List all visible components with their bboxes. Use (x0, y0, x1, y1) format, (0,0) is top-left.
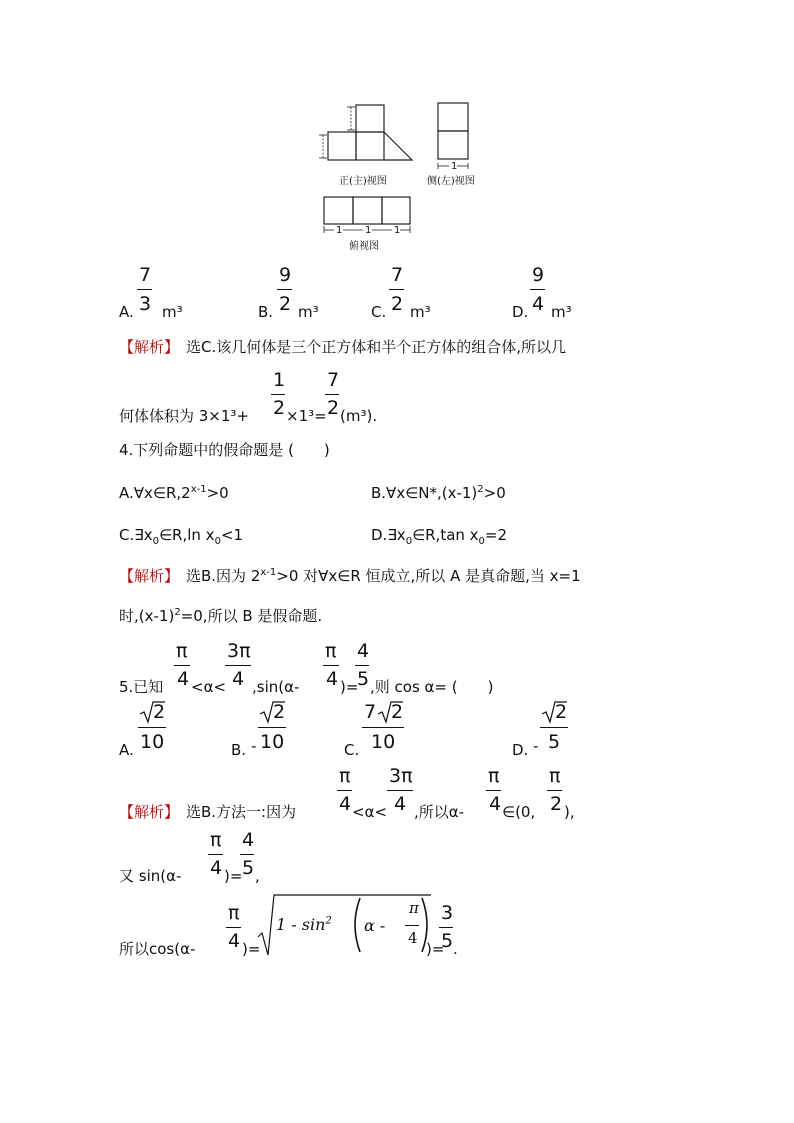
q3-result-den: 2 (327, 397, 340, 419)
q5-stem-prefix: 5.已知 (119, 678, 164, 696)
q5-b-sqrt-arg: 2 (273, 701, 286, 723)
q4-analysis-line1: 选B.因为 $2^{x-1}>0$ 对∀x∈R 恒成立,所以 A 是真命题,当 x=1 (186, 567, 581, 585)
q4-analysis-line2: 时$,(x-1)^2=0$,所以 B 是假命题. (119, 607, 323, 625)
q4-option-c: $C.\exists x_0\in R,\ln$ $x_0<1$ (119, 526, 244, 547)
q3-half-den: 2 (273, 397, 286, 419)
rad-eq: )= (426, 940, 445, 958)
front-view-label: 正(主)视图 (339, 176, 387, 187)
q3-result-num: 7 (327, 369, 340, 391)
q5-an-four-6: 4 (228, 930, 241, 952)
q5-option-d-sign: - (533, 737, 539, 755)
q5-d-den: 5 (548, 731, 561, 753)
q4-option-b: $B.\forall x\in N*,(x-1)^2>0$ (371, 484, 506, 502)
q3-analysis-line2-prefix: 何体体积为 3×1³+ (119, 407, 250, 425)
q5-four-2: 4 (232, 668, 245, 690)
q5-option-c-letter: C. (344, 741, 360, 759)
q5-option-b-letter: B. (231, 741, 247, 759)
q5-an-five-2: 5 (441, 930, 454, 952)
q5-an-five-1: 5 (242, 857, 255, 879)
q5-analysis-l1b: <α< (352, 803, 388, 821)
q5-pi-1: π (176, 640, 188, 662)
q5-lt: <α< (191, 678, 227, 696)
q4-option-a: $A.\forall x\in R,2^{x-1}>0$ (119, 484, 229, 502)
q5-c-sqrt-arg: 2 (391, 701, 404, 723)
q4-option-d: $D.\exists x_0\in R,\tan$ $x_0=2$ (371, 526, 508, 547)
q5-five-1: 5 (357, 668, 370, 690)
q5-analysis-end: . (453, 940, 458, 958)
option-b-letter: B. (258, 303, 274, 321)
option-c-num: 7 (391, 264, 404, 286)
option-a-letter: A. (119, 303, 134, 321)
q5-an-pi-2: π (488, 765, 500, 787)
q5-a-sqrt-arg: 2 (153, 701, 166, 723)
q5-option-a-letter: A. (119, 741, 134, 759)
option-c-den: 2 (391, 293, 404, 315)
q5-an-pi-5: π (228, 902, 240, 924)
q5-b-den: 10 (260, 731, 285, 753)
q5-analysis-l1a: 选B.方法一:因为 (186, 803, 297, 821)
q3-half-num: 1 (273, 369, 286, 391)
q5-analysis-l2a: 又 sin(α- (119, 867, 182, 885)
option-d-unit: m³ (551, 303, 572, 321)
q5-an-3pi: 3π (389, 765, 413, 787)
q5-an-three: 3 (441, 902, 454, 924)
q5-analysis-l1e: ), (564, 803, 575, 821)
option-d-num: 9 (532, 264, 545, 286)
q5-pi-2: π (325, 640, 337, 662)
side-view-dim: 1 (451, 161, 458, 172)
q4-analysis-tag: 【解析】 (119, 567, 180, 585)
q5-an-pi-3: π (549, 765, 561, 787)
q5-analysis-l2b: )= (224, 867, 243, 885)
q5-an-four-3: 4 (489, 793, 502, 815)
option-b-num: 9 (279, 264, 292, 286)
q5-option-d-letter: D. (512, 741, 529, 759)
q5-analysis-tag: 【解析】 (119, 803, 180, 821)
q5-analysis-l1d: ∈(0, (502, 803, 536, 821)
option-c-letter: C. (371, 303, 387, 321)
q5-analysis-l3a: 所以cos(α- (119, 940, 196, 958)
option-a-unit: m³ (162, 303, 183, 321)
option-d-letter: D. (512, 303, 529, 321)
option-b-den: 2 (279, 293, 292, 315)
option-b-unit: m³ (298, 303, 319, 321)
q3-analysis-line1: 选C.该几何体是三个正方体和半个正方体的组合体,所以几 (186, 338, 567, 356)
q3-analysis-line2-suffix: (m³). (340, 407, 378, 425)
q5-an-pi-1: π (339, 765, 351, 787)
q5-d-sqrt-arg: 2 (555, 701, 568, 723)
q3-analysis-tag: 【解析】 (119, 338, 180, 356)
q5-option-b-sign: - (251, 737, 257, 755)
q5-sin-part: ,sin(α- (252, 678, 300, 696)
top-view-dim-1: 1 (336, 225, 343, 236)
q4-stem: 4.下列命题中的假命题是 ( ) (119, 441, 330, 459)
q5-an-four-5: 4 (242, 829, 255, 851)
q5-an-two: 2 (550, 793, 563, 815)
q5-3pi-1: 3π (227, 640, 251, 662)
option-a-den: 3 (139, 293, 152, 315)
top-view-label: 俯视图 (349, 241, 379, 252)
top-view-dim-3: 1 (394, 225, 401, 236)
q5-analysis-l3b: )= (242, 940, 261, 958)
rad-four: 4 (408, 929, 418, 947)
left-paren-icon (349, 896, 363, 954)
radicand-text: $1 - \sin^2$ (276, 915, 332, 934)
rad-pi: π (409, 899, 419, 917)
q3-analysis-line2-mid: ×1³= (286, 407, 327, 425)
q5-analysis-l2c: , (255, 867, 260, 885)
option-d-den: 4 (532, 293, 545, 315)
top-view-dim-2: 1 (365, 225, 372, 236)
q5-then: ,则 cos α= ( ) (370, 678, 494, 696)
q5-analysis-l1c: ,所以α- (414, 803, 465, 821)
q5-eq: )= (340, 678, 359, 696)
q5-an-pi-4: π (210, 829, 222, 851)
option-c-unit: m³ (410, 303, 431, 321)
q5-four-4: 4 (357, 640, 370, 662)
q5-a-den: 10 (140, 731, 165, 753)
side-view-label: 侧(左)视图 (427, 176, 475, 187)
q5-an-four-1: 4 (339, 793, 352, 815)
option-a-num: 7 (139, 264, 152, 286)
q5-an-four-2: 4 (394, 793, 407, 815)
alpha-minus: α - (364, 916, 386, 935)
q5-an-four-4: 4 (210, 857, 223, 879)
q5-four-3: 4 (326, 668, 339, 690)
q5-four-1: 4 (177, 668, 190, 690)
q5-c-seven: 7 (364, 701, 377, 723)
q5-c-den: 10 (371, 731, 396, 753)
